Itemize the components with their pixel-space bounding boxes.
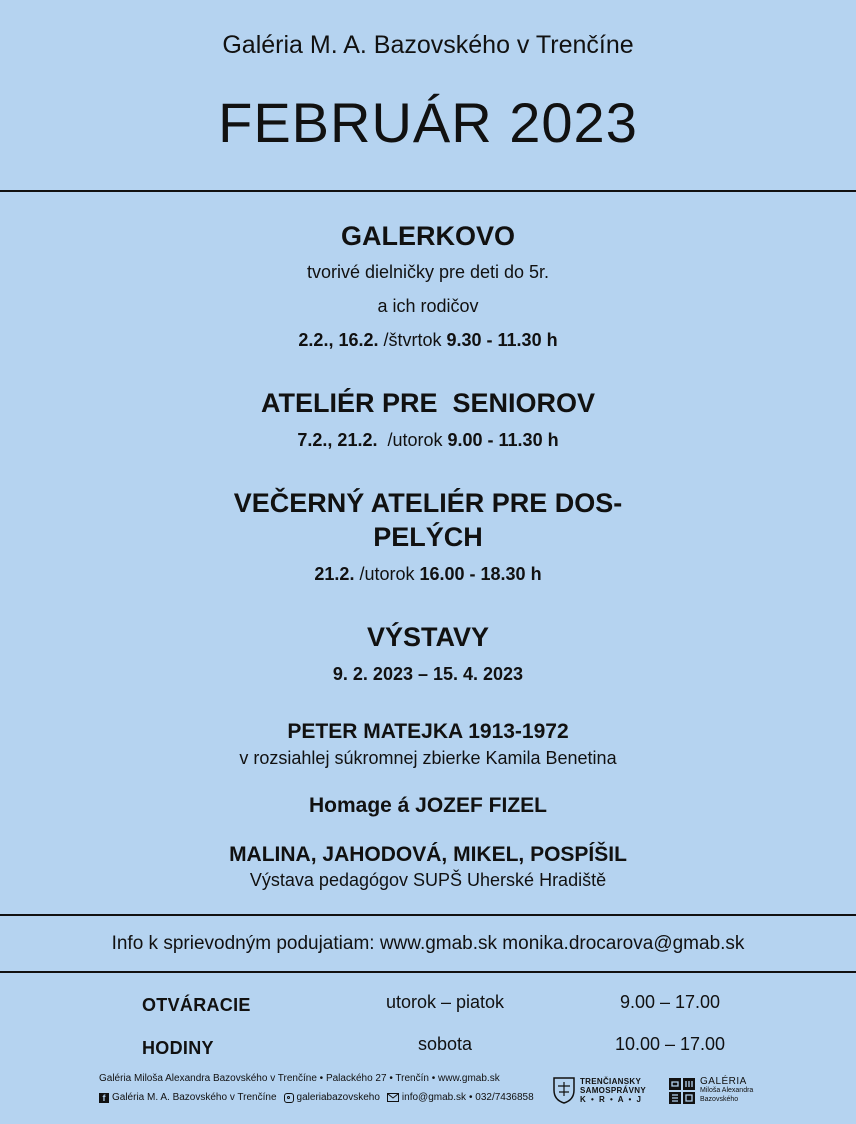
- event-desc: a ich rodičov: [377, 296, 479, 316]
- event-title-seniors: ATELIÉR PRE SENIOROV: [260, 388, 596, 418]
- exhibition-subtitle: v rozsiahlej súkromnej zbierke Kamila Benetina: [239, 748, 617, 768]
- instagram-icon: [284, 1093, 294, 1103]
- exhibition-title: MALINA, JAHODOVÁ, MIKEL, POSPÍŠIL: [229, 843, 627, 866]
- gmab-line: Miloša Alexandra: [700, 1087, 754, 1094]
- footer-contacts: [99, 1092, 534, 1103]
- event-title-evening-cont: PELÝCH: [373, 522, 483, 552]
- instagram-link[interactable]: galeriabazovskeho: [296, 1092, 380, 1103]
- event-day: /utorok: [354, 564, 420, 584]
- footer-address: Galéria Miloša Alexandra Bazovského v Trenčíne • Palackého 27 • Trenčín • www.gmab.sk: [99, 1073, 500, 1084]
- exhibition-subtitle: Výstava pedagógov SUPŠ Uherské Hradiště: [249, 870, 607, 890]
- facebook-link[interactable]: Galéria M. A. Bazovského v Trenčíne: [112, 1092, 277, 1103]
- event-time: 16.00 - 18.30 h: [419, 564, 542, 584]
- event-desc: tvorivé dielničky pre deti do 5r.: [306, 262, 550, 282]
- exhibition-title: Homage á JOZEF FIZEL: [308, 794, 548, 817]
- hours-time: 10.00 – 17.00: [614, 1034, 726, 1054]
- gmab-line: GALÉRIA: [700, 1076, 747, 1087]
- hours-days: sobota: [417, 1034, 473, 1054]
- exhibitions-range: 9. 2. 2023 – 15. 4. 2023: [332, 664, 524, 684]
- gmab-mark-icon: [669, 1078, 695, 1104]
- facebook-icon: f: [99, 1093, 109, 1103]
- event-title-galerkovo: GALERKOVO: [340, 221, 515, 251]
- gmab-logo: [669, 1077, 753, 1104]
- event-dates: 2.2., 16.2.: [298, 330, 379, 350]
- phone-number: • 032/7436858: [469, 1092, 534, 1103]
- hours-days: utorok – piatok: [385, 992, 505, 1012]
- event-time: 9.00 - 11.30 h: [447, 430, 559, 450]
- event-time: 9.30 - 11.30 h: [446, 330, 558, 350]
- event-when: [0, 330, 856, 351]
- gmab-line: Bazovského: [700, 1096, 739, 1103]
- tsk-line: K • R • A • J: [580, 1094, 643, 1104]
- tsk-crest-icon: [552, 1076, 576, 1104]
- top-divider: [0, 190, 856, 192]
- event-dates: 7.2., 21.2.: [297, 430, 378, 450]
- info-divider-top: [0, 914, 856, 916]
- event-day: /štvrtok: [378, 330, 447, 350]
- info-line: Info k sprievodným podujatiam: www.gmab.sk monika.drocarova@gmab.sk: [111, 933, 745, 954]
- hours-label: HODINY: [142, 1038, 214, 1058]
- tsk-line: TRENČIANSKY: [580, 1076, 642, 1086]
- event-title-evening: VEČERNÝ ATELIÉR PRE DOS-: [233, 488, 623, 518]
- event-when: [0, 564, 856, 585]
- event-day: /utorok: [377, 430, 448, 450]
- hours-time: 9.00 – 17.00: [619, 992, 721, 1012]
- email-link[interactable]: info@gmab.sk: [401, 1092, 466, 1103]
- event-dates: 21.2.: [314, 564, 355, 584]
- gallery-name: Galéria M. A. Bazovského v Trenčíne: [222, 31, 634, 59]
- tsk-logo: [552, 1076, 646, 1104]
- month-title: FEBRUÁR 2023: [218, 91, 638, 154]
- info-divider-bottom: [0, 971, 856, 973]
- email-icon: [387, 1093, 399, 1102]
- event-when: [0, 430, 856, 451]
- exhibition-title: PETER MATEJKA 1913-1972: [287, 720, 569, 743]
- tsk-line: SAMOSPRÁVNY: [580, 1085, 646, 1095]
- hours-label: OTVÁRACIE: [142, 995, 251, 1015]
- exhibitions-title: VÝSTAVY: [366, 622, 490, 652]
